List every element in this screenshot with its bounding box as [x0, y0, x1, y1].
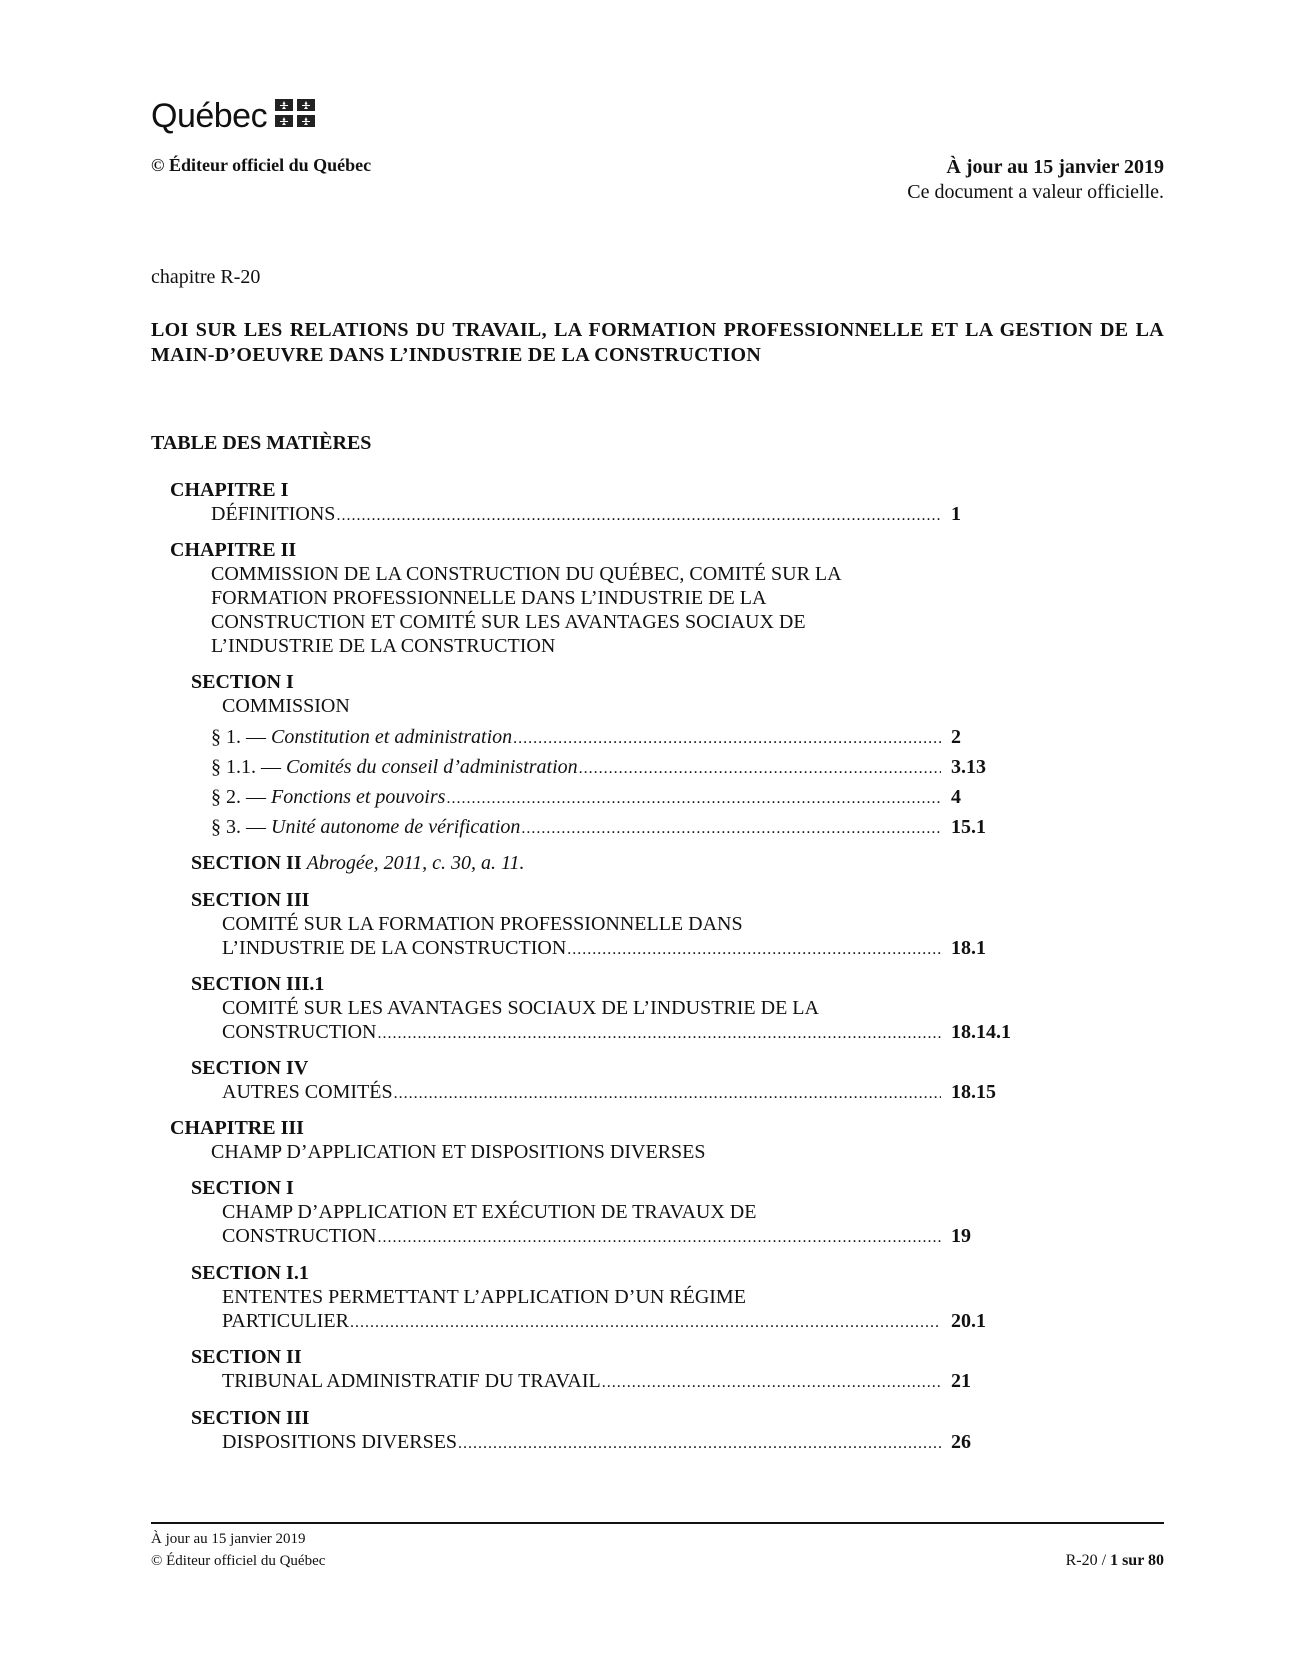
toc-paragraph-mark: § 2. —	[211, 786, 271, 808]
toc-entry-text: CONSTRUCTION	[222, 1225, 377, 1247]
toc-entry-number: 2	[951, 726, 961, 748]
toc-entry-number: 3.13	[951, 756, 986, 778]
toc-entry-text: L’INDUSTRIE DE LA CONSTRUCTION	[211, 635, 556, 657]
toc-entry-number: 20.1	[951, 1310, 986, 1332]
publisher-notice: © Éditeur officiel du Québec	[151, 155, 372, 175]
toc-entry[interactable]	[211, 815, 941, 839]
toc-entry-text: L’INDUSTRIE DE LA CONSTRUCTION	[222, 937, 567, 959]
fleurdelise-flag-icon	[275, 99, 315, 127]
toc-section-label: SECTION IV	[191, 1057, 309, 1079]
toc-entry-text: CONSTRUCTION ET COMITÉ SUR LES AVANTAGES SOCIAUX DE	[211, 611, 806, 633]
toc-entry[interactable]	[222, 1309, 941, 1333]
toc-entry-number: 18.1	[951, 937, 986, 959]
toc-entry-number: 1	[951, 503, 961, 525]
toc-entry-number: 4	[951, 786, 961, 808]
toc-entry[interactable]	[211, 502, 941, 526]
law-title: LOI SUR LES RELATIONS DU TRAVAIL, LA FORMATION PROFESSIONNELLE ET LA GESTION DE LA MAIN-D’OEUVRE DANS L’INDUSTRIE DE LA CONSTRUCTION	[151, 319, 1164, 366]
quebec-logo	[151, 96, 315, 136]
toc-entry[interactable]	[222, 1080, 941, 1104]
toc-entry-text: CONSTRUCTION	[222, 1021, 377, 1043]
toc-entry[interactable]	[211, 785, 941, 809]
toc-entry-text: Comités du conseil d’administration	[286, 756, 578, 778]
toc-entry-text: COMMISSION	[222, 695, 350, 717]
update-info	[907, 155, 1164, 205]
toc-entry-text: ENTENTES PERMETTANT L’APPLICATION D’UN RÉGIME	[222, 1286, 746, 1308]
toc-entry-text: DISPOSITIONS DIVERSES	[222, 1431, 458, 1453]
toc-section-label: SECTION II	[191, 852, 302, 874]
toc-heading: TABLE DES MATIÈRES	[151, 432, 372, 454]
toc-section-label: SECTION I.1	[191, 1262, 309, 1284]
toc-entry-text: CHAMP D’APPLICATION ET EXÉCUTION DE TRAVAUX DE	[222, 1201, 757, 1223]
footer-date: À jour au 15 janvier 2019	[151, 1531, 306, 1547]
toc-entry-text: COMITÉ SUR LES AVANTAGES SOCIAUX DE L’INDUSTRIE DE LA	[222, 997, 819, 1019]
toc-entry[interactable]	[222, 936, 941, 960]
logo-wordmark: Québec	[151, 97, 268, 135]
toc-section-label: SECTION I	[191, 671, 294, 693]
footer-doc-id: R-20	[1065, 1552, 1098, 1569]
toc-entry-text: COMITÉ SUR LA FORMATION PROFESSIONNELLE DANS	[222, 913, 743, 935]
update-date: À jour au 15 janvier 2019	[946, 156, 1164, 178]
official-notice: Ce document a valeur officielle.	[907, 181, 1164, 203]
toc-entry-text: CHAMP D’APPLICATION ET DISPOSITIONS DIVERSES	[211, 1141, 706, 1163]
toc-entry-text: Constitution et administration	[271, 726, 513, 748]
toc-section-label: SECTION III	[191, 889, 310, 911]
toc-entry-number: 15.1	[951, 816, 986, 838]
toc-entry-text: DÉFINITIONS	[211, 503, 336, 525]
toc-entry-text: Unité autonome de vérification	[271, 816, 521, 838]
toc-paragraph-mark: § 1. —	[211, 726, 271, 748]
toc-entry[interactable]	[211, 725, 941, 749]
toc-chapter-label: CHAPITRE I	[170, 479, 289, 501]
toc-entry[interactable]	[222, 1369, 941, 1393]
toc-entry-text: COMMISSION DE LA CONSTRUCTION DU QUÉBEC, COMITÉ SUR LA	[211, 563, 842, 585]
footer-left	[151, 1528, 325, 1572]
toc-section-repealed	[191, 851, 525, 875]
page-indicator	[1066, 1550, 1164, 1572]
toc-entry[interactable]	[222, 1224, 941, 1248]
toc-chapter-label: CHAPITRE II	[170, 539, 297, 561]
toc-entry-text: Abrogée, 2011, c. 30, a. 11.	[306, 852, 525, 874]
toc-entry-text: Fonctions et pouvoirs	[271, 786, 446, 808]
toc-section-label: SECTION I	[191, 1177, 294, 1199]
toc-entry[interactable]	[222, 1430, 941, 1454]
toc-entry-text: TRIBUNAL ADMINISTRATIF DU TRAVAIL	[222, 1370, 601, 1392]
toc-section-label: SECTION III.1	[191, 973, 325, 995]
footer-separator: /	[1097, 1552, 1111, 1569]
footer-divider	[151, 1522, 1164, 1524]
toc-entry-text: FORMATION PROFESSIONNELLE DANS L’INDUSTRIE DE LA	[211, 587, 767, 609]
toc-entry-text: AUTRES COMITÉS	[222, 1081, 393, 1103]
toc-entry[interactable]	[211, 755, 941, 779]
toc-entry-number: 19	[951, 1225, 971, 1247]
toc-entry-number: 21	[951, 1370, 971, 1392]
toc-section-label: SECTION II	[191, 1346, 302, 1368]
toc-entry-number: 26	[951, 1431, 971, 1453]
toc-paragraph-mark: § 3. —	[211, 816, 271, 838]
toc-entry-text: PARTICULIER	[222, 1310, 349, 1332]
footer-publisher: © Éditeur officiel du Québec	[151, 1553, 326, 1569]
chapter-number: chapitre R-20	[151, 266, 261, 288]
page-number: 1 sur 80	[1110, 1552, 1164, 1569]
toc-chapter-label: CHAPITRE III	[170, 1117, 304, 1139]
toc-entry[interactable]	[222, 1020, 941, 1044]
toc-section-label: SECTION III	[191, 1407, 310, 1429]
toc-entry-number: 18.14.1	[951, 1021, 1011, 1043]
toc-paragraph-mark: § 1.1. —	[211, 756, 286, 778]
toc-entry-number: 18.15	[951, 1081, 996, 1103]
